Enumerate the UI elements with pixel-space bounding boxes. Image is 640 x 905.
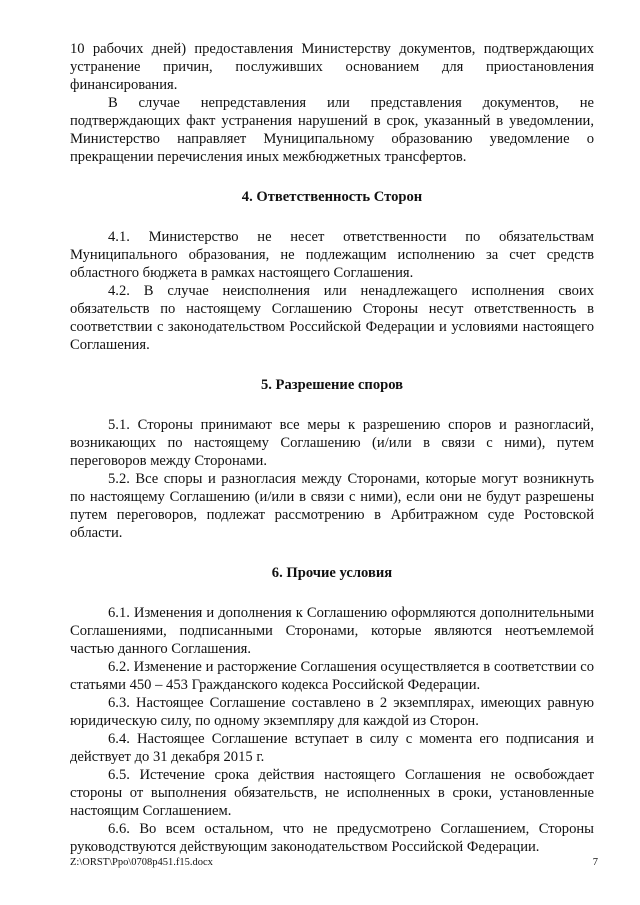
page-number: 7: [592, 857, 598, 868]
paragraph-continuation-2: В случае непредставления или представления документов, не подтверждающих факт устранения нарушений в срок, указанный в уведомлении, Министерство направляет Муниципальному образованию уведомление о прекращении перечисления иных межбюджетных трансфертов.: [70, 95, 594, 165]
clause-6-1: 6.1. Изменения и дополнения к Соглашению оформляются дополнительными Соглашениями, подписанными Сторонами, которые являются неотъемлемой частью данного Соглашения.: [70, 605, 594, 657]
section-6-heading: 6. Прочие условия: [271, 565, 393, 581]
clause-6-2: 6.2. Изменение и расторжение Соглашения осуществляется в соответствии со статьями 450 – 453 Гражданского кодекса Российской Федерации.: [70, 659, 594, 693]
section-5-heading: 5. Разрешение споров: [260, 377, 404, 393]
clause-6-4: 6.4. Настоящее Соглашение вступает в силу с момента его подписания и действует до 31 декабря 2015 г.: [70, 731, 594, 765]
clause-6-3: 6.3. Настоящее Соглашение составлено в 2 экземплярах, имеющих равную юридическую силу, по одному экземпляру для каждой из Сторон.: [70, 695, 594, 729]
page-footer: [70, 857, 598, 869]
clause-6-5: 6.5. Истечение срока действия настоящего Соглашения не освобождает стороны от выполнения обязательств, не исполненных в сроки, установленные настоящим Соглашением.: [70, 767, 594, 819]
document-page: [70, 40, 594, 856]
clause-6-6: 6.6. Во всем остальном, что не предусмотрено Соглашением, Стороны руководствуются действующим законодательством Российской Федерации.: [70, 821, 594, 855]
clause-4-1: 4.1. Министерство не несет ответственности по обязательствам Муниципального образования, не подлежащим исполнению за счет средств областного бюджета в рамках настоящего Соглашения.: [70, 229, 594, 281]
clause-5-1: 5.1. Стороны принимают все меры к разрешению споров и разногласий, возникающих по настоящему Соглашению (и/или в связи с ними), путем переговоров между Сторонами.: [70, 417, 594, 469]
paragraph-continuation-1: 10 рабочих дней) предоставления Министерству документов, подтверждающих устранение причин, послуживших основанием для приостановления финансирования.: [70, 41, 594, 93]
clause-5-2: 5.2. Все споры и разногласия между Сторонами, которые могут возникнуть по настоящему Соглашению (и/или в связи с ними), если они не будут разрешены путем переговоров, подлежат рассмотрению в Арбитражном суде Ростовской области.: [70, 471, 594, 541]
file-path: Z:\ORST\Ppo\0708p451.f15.docx: [70, 857, 213, 868]
clause-4-2: 4.2. В случае неисполнения или ненадлежащего исполнения своих обязательств по настоящему Соглашению Стороны несут ответственность в соответствии с законодательством Российской Федерации и условиями настоящего Соглашения.: [70, 283, 594, 353]
section-4-heading: 4. Ответственность Сторон: [241, 189, 423, 205]
